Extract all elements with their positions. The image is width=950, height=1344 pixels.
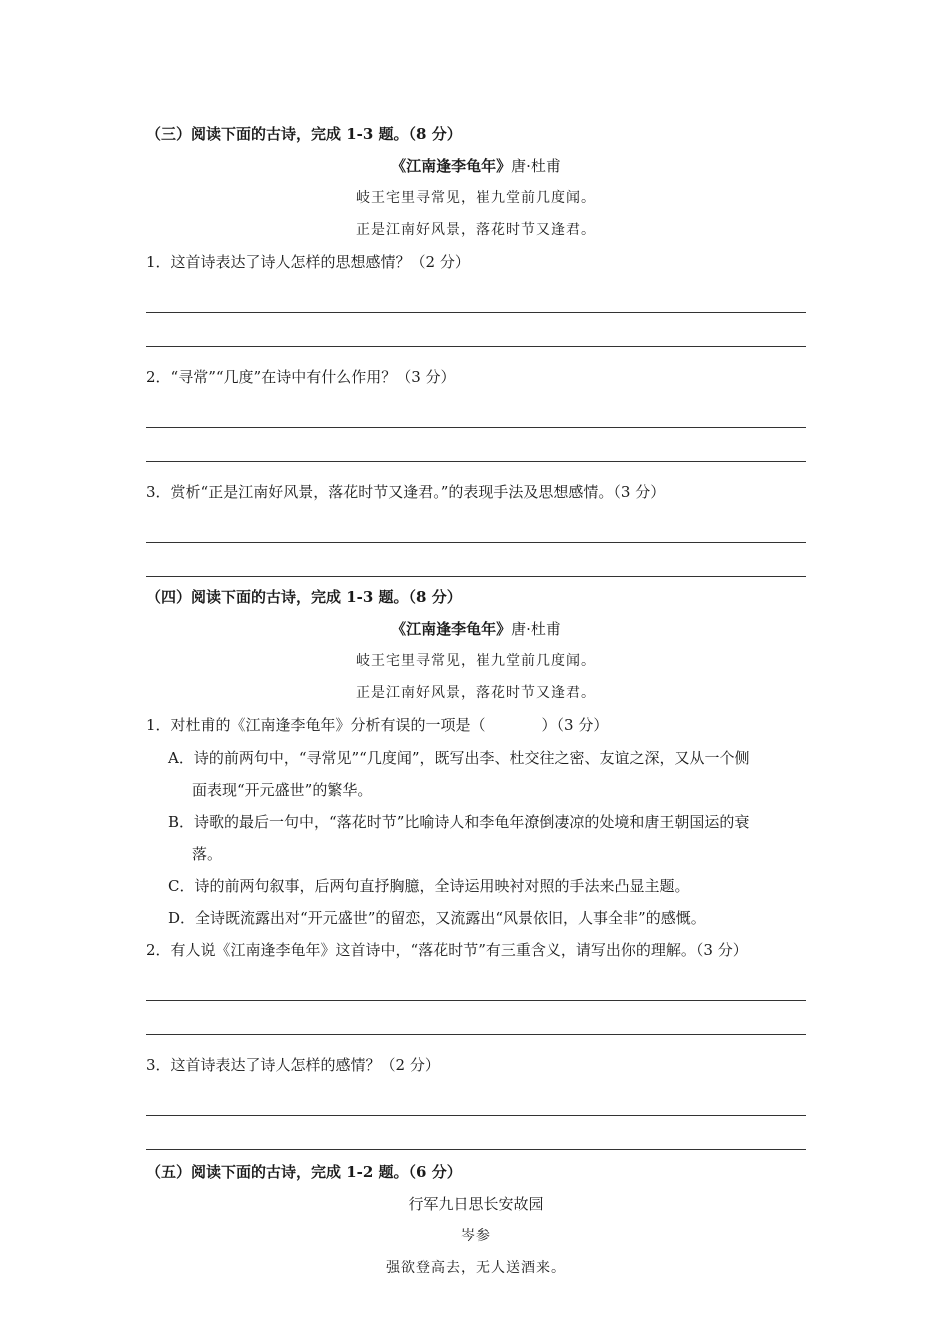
option-a-text: A．诗的前两句中，“寻常见”“几度闻”，既写出李、杜交往之密、友谊之深，又从一个侧 <box>168 749 750 767</box>
poem-line: 正是江南好风景，落花时节又逢君。 <box>356 222 596 238</box>
option-b-cont: 落。 <box>192 845 223 863</box>
section-4-heading: （四）阅读下面的古诗，完成 1-3 题。（8 分） <box>146 588 462 606</box>
question-1-suffix: ）（3 分） <box>541 716 609 734</box>
poem-line: 强欲登高去，无人送酒来。 <box>386 1260 566 1276</box>
answer-line[interactable] <box>146 1082 806 1116</box>
answer-line[interactable] <box>146 1001 806 1035</box>
option-a-cont: 面表现“开元盛世”的繁华。 <box>192 781 373 799</box>
question-3: 3．赏析“正是江南好风景，落花时节又逢君。”的表现手法及思想感情。（3 分） <box>146 483 666 501</box>
question-2: 2．有人说《江南逢李龟年》这首诗中，“落花时节”有三重含义，请写出你的理解。（3 分） <box>146 941 748 959</box>
poem-author: 唐·杜甫 <box>511 620 561 638</box>
poem-title: 《江南逢李龟年》 <box>391 620 512 638</box>
question-1-prefix: 1．对杜甫的《江南逢李龟年》分析有误的一项是（ <box>146 716 486 734</box>
answer-line[interactable] <box>146 279 806 313</box>
section-5-heading: （五）阅读下面的古诗，完成 1-2 题。（6 分） <box>146 1163 462 1181</box>
option-b-text: B．诗歌的最后一句中，“落花时节”比喻诗人和李龟年潦倒凄凉的处境和唐王朝国运的衰 <box>168 813 750 831</box>
question-1 <box>146 709 806 742</box>
section-5-poem-title: 行军九日思长安故园 <box>408 1195 544 1213</box>
answer-line[interactable] <box>146 313 806 347</box>
answer-line[interactable] <box>146 1116 806 1150</box>
option-b <box>146 806 806 870</box>
answer-line[interactable] <box>146 543 806 577</box>
poem-title: 《江南逢李龟年》 <box>391 157 512 175</box>
option-d-text: D．全诗既流露出对“开元盛世”的留恋，又流露出“风景依旧，人事全非”的感慨。 <box>168 909 706 927</box>
poem-line: 岐王宅里寻常见，崔九堂前几度闻。 <box>356 190 596 206</box>
question-3: 3．这首诗表达了诗人怎样的感情？（2 分） <box>146 1056 440 1074</box>
poem-author: 唐·杜甫 <box>511 157 561 175</box>
question-1: 1．这首诗表达了诗人怎样的思想感情？（2 分） <box>146 253 470 271</box>
question-2: 2．“寻常”“几度”在诗中有什么作用？（3 分） <box>146 368 456 386</box>
option-c <box>146 870 806 902</box>
section-5-poem-author: 岑参 <box>461 1228 491 1244</box>
section-3-poem-title <box>146 150 806 182</box>
section-4-poem-title <box>146 613 806 645</box>
section-3-heading: （三）阅读下面的古诗，完成 1-3 题。（8 分） <box>146 125 462 143</box>
answer-line[interactable] <box>146 428 806 462</box>
poem-line: 岐王宅里寻常见，崔九堂前几度闻。 <box>356 653 596 669</box>
answer-line[interactable] <box>146 509 806 543</box>
poem-line: 正是江南好风景，落花时节又逢君。 <box>356 685 596 701</box>
answer-line[interactable] <box>146 394 806 428</box>
option-a <box>146 742 806 806</box>
option-d <box>146 902 806 934</box>
answer-line[interactable] <box>146 967 806 1001</box>
option-c-text: C．诗的前两句叙事，后两句直抒胸臆，全诗运用映衬对照的手法来凸显主题。 <box>168 877 690 895</box>
worksheet-page <box>146 118 806 1284</box>
